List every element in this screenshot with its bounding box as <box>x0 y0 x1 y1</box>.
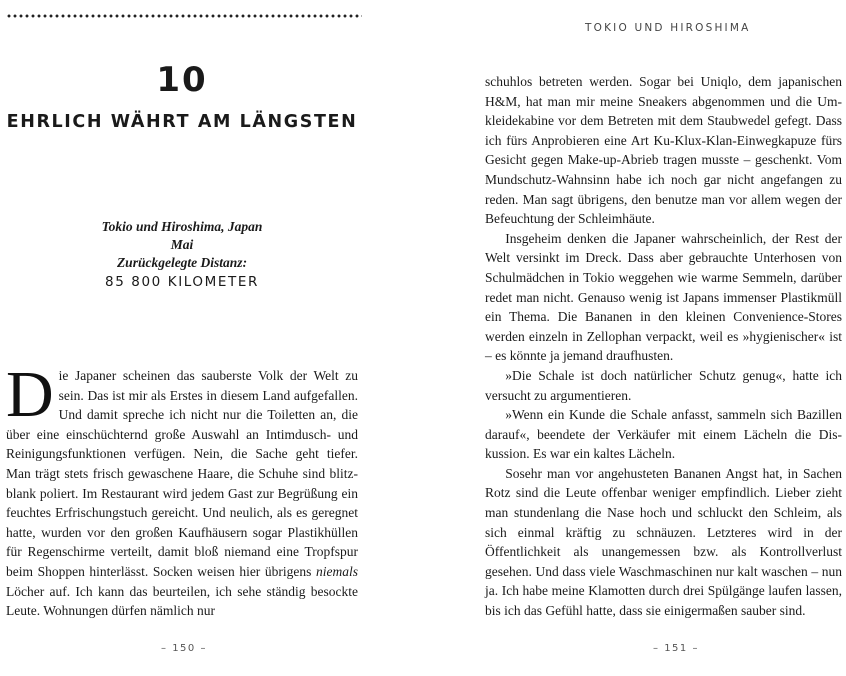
paragraph: »Die Schale ist doch natürlicher Schutz genug«, hatte ich versucht zu argumentieren. <box>485 367 842 403</box>
page-number-left: – 150 – <box>161 643 207 654</box>
paragraph: »Wenn ein Kunde die Schale anfasst, sammeln sich Bazillen darauf«, beendete der Verkäufer mit einem Lächeln die Diskussion. Es war ein kaltes Lächeln. <box>485 407 842 462</box>
chapter-location: Tokio und Hiroshima, Japan <box>101 219 263 234</box>
page-number-right: – 151 – <box>653 643 699 654</box>
distance-label: Zurückgelegte Distanz: <box>116 255 248 270</box>
right-page <box>423 0 846 676</box>
running-head: TOKIO UND HIROSHIMA <box>585 22 751 34</box>
chapter-month: Mai <box>170 237 194 252</box>
distance-value: 85 800 KILOMETER <box>105 274 259 290</box>
drop-cap: D <box>6 358 54 431</box>
paragraph: Sosehr man vor angehusteten Bananen Angst hat, in Sachen Rotz sind die Leute offenbar weniger empfindlich. Lieber zieht man stundenlang die Nase hoch und schluckt den Schleim, als sich einmal kräftig zu schnäuzen. Letzteres wird in der Öffentlichkeit als unangemessen bzw. als Kontrollverlust gesehen. Und dass viele Waschmaschinen nur kalt waschen – nun ja. Ich habe meine Klamotten durch drei Spülgänge laufen lassen, bis ich das Gefühl hatte, dass sie einigermaßen sauber sind. <box>485 465 842 619</box>
body-emphasis: niemals <box>316 563 358 579</box>
body-text-start: ie Japaner scheinen das sauberste Volk der Welt zu sein. Das ist mir als Erstes in diesem Land aufgefallen. Und damit spreche ich nicht nur die Toiletten an, die über eine einschüchternd große Auswahl an Intimdusch- und Reinigungsfunktionen verfügen. Nein, die Sache geht tiefer. Man trägt stets frisch gewaschene Haare, die Schuhe sind blitzblank poliert. Im Restaurant wird jedem Gast zur Begrüßung ein feuchtes Erfrischungstuch gereicht. Und neulich, als es geregnet hatte, wurden vor den großen Kaufhäusern sogar Plastikhüllen für Regenschirme verteilt, damit bloß niemand eine Tropfspur beim Shoppen hinterlässt. Socken weisen hier übrigens <box>6 368 358 579</box>
right-body-text <box>485 72 842 621</box>
chapter-title: EHRLICH WÄHRT AM LÄNGSTEN <box>6 112 358 132</box>
left-body-text <box>6 358 358 621</box>
chapter-info <box>0 218 364 292</box>
paragraph: schuhlos betreten werden. Sogar bei Uniqlo, dem japanischen H&M, hat man mir meine Sneakers abgenommen und die Umkleidekabine vor dem Betreten mit dem Staubwedel gefegt. Dass ich fürs Anprobieren eine Art Ku-Klux-Klan-Einwegkapuze fürs Gesicht gegen Make-up-Abrieb tragen musste – geschenkt. Vom Mundschutz-Wahnsinn habe ich noch gar nicht angefangen zu reden. Man sagt übrigens, den benutze man vor allem wegen der Befeuchtung der Schleimhäute. <box>485 74 842 227</box>
dotted-rule <box>6 14 362 18</box>
body-text-end: Löcher auf. Ich kann das beurteilen, ich sehe ständig besockte Leute. Wohnungen dürfen nämlich nur <box>6 583 358 619</box>
paragraph: Insgeheim denken die Japaner wahrscheinlich, der Rest der Welt versinkt im Dreck. Dass aber gebrauchte Unterhosen von Schulmädchen in Tokio weggehen wie warme Semmeln, darüber redet man nicht. Genauso wenig ist Japans immenser Plastikmüll ein Thema. Die Bananen in den kleinen Convenience-Stores werden einzeln in Zellophan verpackt, weil es »hygienischer« ist – es könnte ja jemand draufhusten. <box>485 230 842 364</box>
chapter-number: 10 <box>156 60 208 100</box>
